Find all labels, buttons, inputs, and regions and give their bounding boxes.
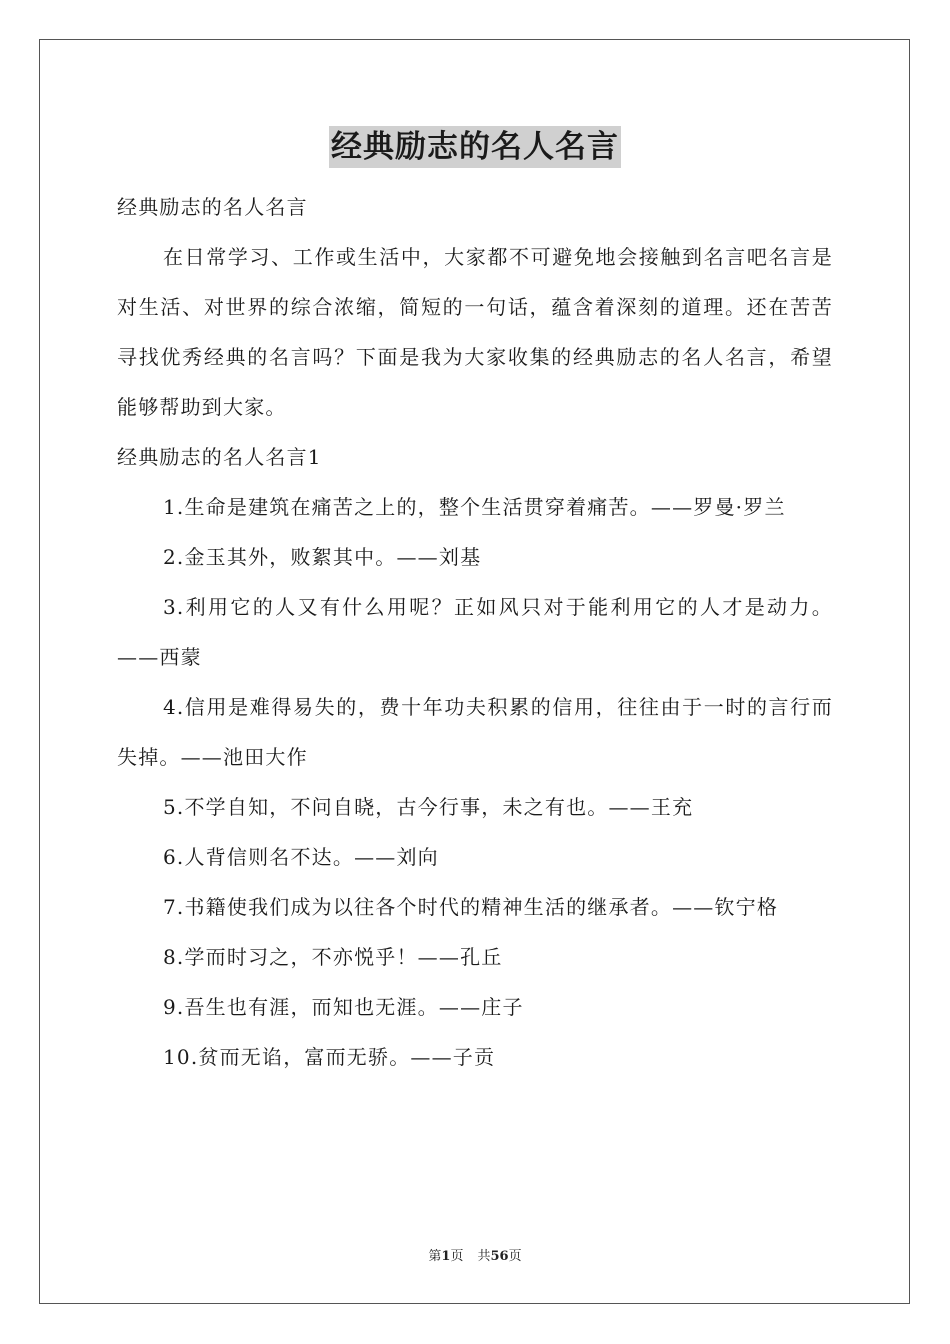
quote-item: 2.金玉其外，败絮其中。——刘基	[163, 545, 482, 569]
page-footer	[0, 1245, 950, 1264]
quote-item: 8.学而时习之，不亦悦乎！——孔丘	[163, 945, 503, 969]
quote-item: 10.贫而无谄，富而无骄。——子贡	[163, 1045, 496, 1069]
quote-item: 4.信用是难得易失的，费十年功夫积累的信用，往往由于一时的言行而失掉。——池田大作	[117, 695, 833, 769]
page-suffix: 页	[450, 1249, 464, 1264]
total-suffix: 页	[508, 1249, 522, 1264]
document-title: 经典励志的名人名言	[329, 126, 621, 168]
quote-item: 3.利用它的人又有什么用呢？正如风只对于能利用它的人才是动力。——西蒙	[117, 595, 833, 669]
quote-item: 9.吾生也有涯，而知也无涯。——庄子	[163, 995, 524, 1019]
document-body	[117, 182, 833, 1082]
quote-item: 1.生命是建筑在痛苦之上的，整个生活贯穿着痛苦。——罗曼·罗兰	[163, 495, 786, 519]
intro-paragraph: 在日常学习、工作或生活中，大家都不可避免地会接触到名言吧名言是对生活、对世界的综合浓缩，简短的一句话，蕴含着深刻的道理。还在苦苦寻找优秀经典的名言吗？下面是我为大家收集的经典励志的名人名言，希望能够帮助到大家。	[117, 245, 833, 419]
current-page-number: 1	[441, 1249, 451, 1264]
document-subtitle: 经典励志的名人名言	[117, 195, 308, 219]
quote-item: 5.不学自知，不问自晓，古今行事，未之有也。——王充	[163, 795, 694, 819]
quote-item: 7.书籍使我们成为以往各个时代的精神生活的继承者。——钦宁格	[163, 895, 779, 919]
section-heading: 经典励志的名人名言1	[117, 445, 322, 469]
quote-item: 6.人背信则名不达。——刘向	[163, 845, 439, 869]
total-prefix: 共	[477, 1249, 491, 1264]
page-prefix: 第	[428, 1249, 442, 1264]
title-container	[0, 126, 950, 168]
total-page-count: 56	[490, 1249, 509, 1264]
